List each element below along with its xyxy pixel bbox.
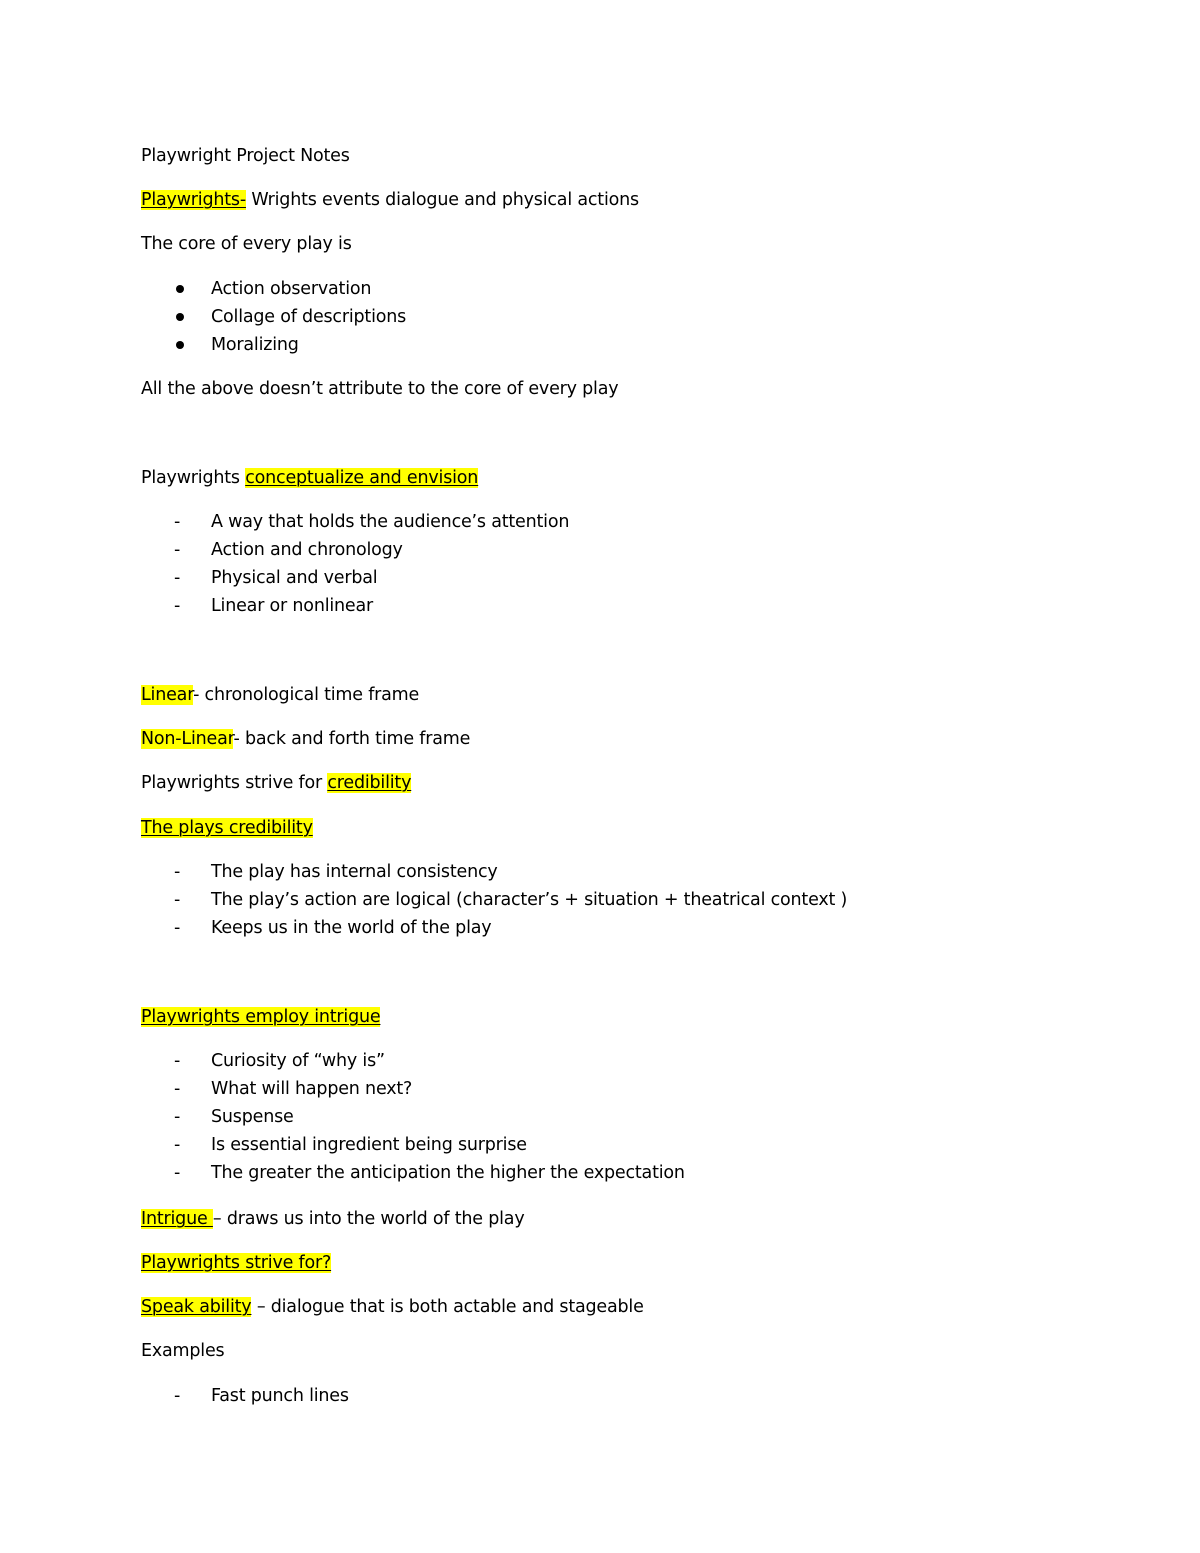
list-item — [0, 1134, 1200, 1156]
credibility-prefix: Playwrights strive for — [141, 773, 328, 793]
list-item-text: Linear or nonlinear — [211, 596, 374, 616]
dash-marker: - — [174, 1079, 181, 1099]
dash-marker: - — [174, 890, 181, 910]
conceptualize-highlight: conceptualize and envision — [245, 468, 479, 488]
list-item-text: Fast punch lines — [211, 1386, 349, 1406]
list-item-text: The play’s action are logical (character’s + situation + theatrical context ) — [211, 890, 848, 910]
list-item — [0, 1162, 1200, 1184]
dash-marker: - — [174, 596, 181, 616]
nonlinear-term: Non-Linear — [141, 729, 234, 749]
dash-marker: - — [174, 1386, 181, 1406]
core-intro: The core of every play is — [141, 234, 352, 254]
speakability-definition-text: – dialogue that is both actable and stageable — [251, 1297, 644, 1317]
conceptualize-heading — [141, 467, 478, 489]
list-item — [0, 1050, 1200, 1072]
linear-definition-text: - chronological time frame — [193, 685, 420, 705]
conceptualize-prefix: Playwrights — [141, 468, 246, 488]
list-item — [0, 1078, 1200, 1100]
list-item-text: The greater the anticipation the higher the expectation — [211, 1163, 685, 1183]
dash-marker: - — [174, 1163, 181, 1183]
dash-marker: - — [174, 918, 181, 938]
dash-marker: - — [174, 512, 181, 532]
linear-term: Linear — [141, 685, 194, 705]
list-item — [0, 1385, 1200, 1407]
list-item — [0, 306, 1200, 328]
core-note: All the above doesn’t attribute to the core of every play — [141, 379, 619, 399]
plays-credibility-highlight: The plays credibility — [141, 818, 313, 838]
strive-for-heading — [141, 1252, 331, 1274]
dash-marker: - — [174, 1051, 181, 1071]
plays-credibility-heading — [141, 817, 313, 839]
list-item — [0, 567, 1200, 589]
intrigue-heading-highlight: Playwrights employ intrigue — [141, 1007, 381, 1027]
intrigue-heading — [141, 1006, 380, 1028]
list-item-text: Keeps us in the world of the play — [211, 918, 492, 938]
list-item-text: Action and chronology — [211, 540, 403, 560]
strive-for-highlight: Playwrights strive for? — [141, 1253, 332, 1273]
bullet-icon — [176, 285, 184, 293]
list-item — [0, 539, 1200, 561]
list-item — [0, 511, 1200, 533]
document-title: Playwright Project Notes — [141, 146, 350, 166]
list-item-text: Physical and verbal — [211, 568, 378, 588]
intrigue-term: Intrigue — [141, 1209, 213, 1229]
credibility-heading — [141, 772, 411, 794]
list-item — [0, 1106, 1200, 1128]
list-item — [0, 595, 1200, 617]
list-item-text: Curiosity of “why is” — [211, 1051, 385, 1071]
nonlinear-definition-text: - back and forth time frame — [233, 729, 471, 749]
dash-marker: - — [174, 862, 181, 882]
intrigue-definition-text: – draws us into the world of the play — [212, 1209, 525, 1229]
list-item — [0, 889, 1200, 911]
list-item-text: Is essential ingredient being surprise — [211, 1135, 527, 1155]
list-item — [0, 917, 1200, 939]
playwrights-term: Playwrights- — [141, 190, 246, 210]
dash-marker: - — [174, 568, 181, 588]
list-item-text: The play has internal consistency — [211, 862, 498, 882]
dash-marker: - — [174, 1135, 181, 1155]
list-item-text: Action observation — [211, 279, 372, 299]
dash-marker: - — [174, 540, 181, 560]
playwrights-definition-text: Wrights events dialogue and physical actions — [245, 190, 639, 210]
playwrights-definition — [141, 189, 639, 211]
bullet-icon — [176, 341, 184, 349]
examples-label: Examples — [141, 1341, 225, 1361]
list-item-text: A way that holds the audience’s attention — [211, 512, 570, 532]
speakability-definition — [141, 1296, 644, 1318]
intrigue-definition — [141, 1208, 525, 1230]
credibility-highlight: credibility — [327, 773, 412, 793]
list-item — [0, 334, 1200, 356]
list-item — [0, 278, 1200, 300]
list-item-text: Suspense — [211, 1107, 294, 1127]
nonlinear-definition — [141, 728, 470, 750]
bullet-icon — [176, 313, 184, 321]
list-item — [0, 861, 1200, 883]
list-item-text: Collage of descriptions — [211, 307, 407, 327]
dash-marker: - — [174, 1107, 181, 1127]
speakability-term: Speak ability — [141, 1297, 252, 1317]
list-item-text: What will happen next? — [211, 1079, 413, 1099]
linear-definition — [141, 684, 419, 706]
list-item-text: Moralizing — [211, 335, 299, 355]
